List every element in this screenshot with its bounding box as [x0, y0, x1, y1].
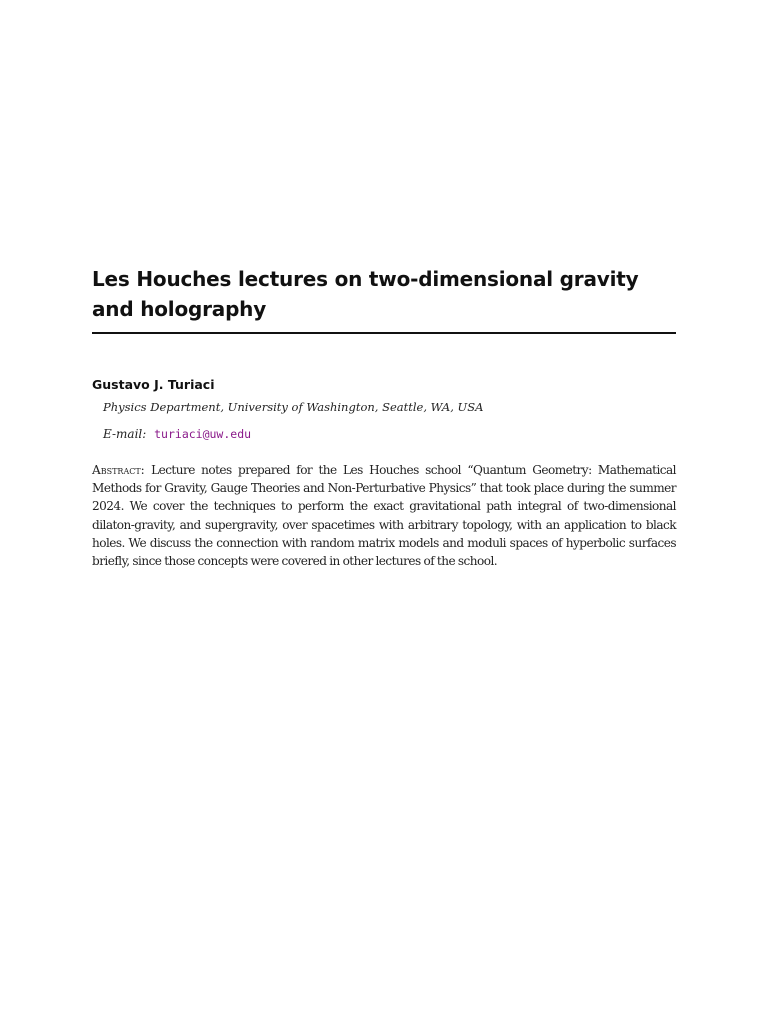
abstract — [92, 461, 676, 570]
title-divider — [92, 332, 676, 334]
abstract-text: Lecture notes prepared for the Les Houches school “Quantum Geometry: Mathematical Methods for Gravity, Gauge Theories and Non-Perturbative Physics” that took place during the summer 2024. We cover the techniques to perform the exact gravitational path integral of two-dimensional dilaton-gravity, and supergravity, over spacetimes with arbitrary topology, with an application to black holes. We discuss the connection with random matrix models and moduli spaces of hyperbolic surfaces briefly, since those concepts were covered in other lectures of the school. — [92, 463, 676, 569]
email-label: E-mail: — [103, 427, 147, 441]
email-link[interactable]: turiaci@uw.edu — [154, 427, 252, 441]
abstract-label: Abstract: — [92, 463, 145, 477]
paper-title: Les Houches lectures on two-dimensional gravity and holography — [92, 267, 639, 321]
author-affiliation: Physics Department, University of Washington, Seattle, WA, USA — [103, 400, 484, 414]
author-name: Gustavo J. Turiaci — [92, 377, 215, 392]
paper-first-page — [92, 0, 676, 1024]
email-line — [103, 426, 251, 443]
